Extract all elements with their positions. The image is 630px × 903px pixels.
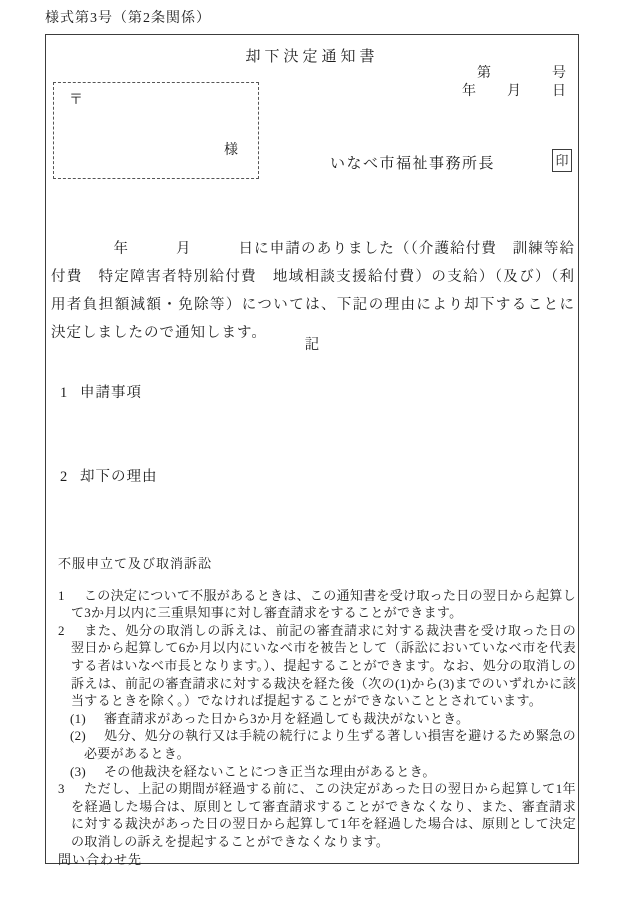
notice-sheet xyxy=(45,34,579,867)
appeal-item-text: ただし、上記の期間が経過する前に、この決定があった日の翌日から起算して1年を経過した場合は、原則として審査請求することができなくなり、また、審査請求に対する裁決があった日の翌日から起算して1年を経過した場合は、原則として決定の取消しの訴えを提起することができなくなります。 xyxy=(71,781,576,849)
contact-label: 問い合わせ先 xyxy=(58,851,143,867)
appeal-item-2 xyxy=(58,622,576,710)
appeal-item-marker: 3 xyxy=(58,781,65,797)
appeal-subitem-2 xyxy=(70,727,576,762)
appeal-item-marker: 2 xyxy=(58,622,65,638)
issuer-title: いなべ市福祉事務所長 xyxy=(330,156,496,172)
section-application-items xyxy=(60,381,142,402)
form-number-label: 様式第3号（第2条関係） xyxy=(45,11,211,26)
appeal-item-1 xyxy=(58,587,576,622)
seal-stamp: 印 xyxy=(552,149,572,172)
recipient-address-box xyxy=(53,82,259,179)
section-title: 却下の理由 xyxy=(80,469,158,485)
appeal-subitem-3 xyxy=(70,763,576,781)
page-title: 却下決定通知書 xyxy=(245,49,379,65)
appeals-section xyxy=(58,555,576,868)
appeal-subitem-marker: (3) xyxy=(70,763,87,779)
recipient-honorific: 様 xyxy=(224,143,238,158)
section-number: 1 xyxy=(60,385,68,401)
issue-date-line: 年 月 日 xyxy=(462,84,567,99)
appeal-subitem-marker: (1) xyxy=(70,710,87,726)
document-number-line: 第 号 xyxy=(477,66,567,81)
appeal-item-3 xyxy=(58,780,576,850)
appeal-subitem-1 xyxy=(70,710,576,728)
section-number: 2 xyxy=(60,469,68,485)
appeal-subitem-marker: (2) xyxy=(70,728,87,744)
appeal-subitem-text: 処分、処分の執行又は手続の続行により生ずる著しい損害を避けるため緊急の必要があるとき。 xyxy=(84,728,576,761)
postal-mark: 〒 xyxy=(69,93,83,108)
appeal-item-text: この決定について不服があるときは、この通知書を受け取った日の翌日から起算して3か月以内に三重県知事に対し審査請求をすることができます。 xyxy=(71,587,576,621)
appeals-heading: 不服申立て及び取消訴訟 xyxy=(58,556,213,571)
appeal-item-text: また、処分の取消しの訴えは、前記の審査請求に対する裁決書を受け取った日の翌日から起算して6か月以内にいなべ市を被告として（訴訟においていなべ市を代表する者はいなべ市長となります。）、提起することができます。なお、処分の取消しの訴えは、前記の審査請求に対する裁決を経た後（次の(1)から(3)までのいずれかに該当するときを除く。）でなければ提起することができないこととされています。 xyxy=(71,622,576,709)
body-paragraph: 年 月 日に申請のありました（（介護給付費 訓練等給付費 特定障害者特別給付費 地域相談支援給付費）の支給）（及び）（利用者負担額減額・免除等）については、下記の理由により却下することに決定しましたので通知します。 xyxy=(51,241,575,341)
appeal-subitem-text: その他裁決を経ないことにつき正当な理由があるとき。 xyxy=(104,763,436,779)
section-rejection-reason xyxy=(60,465,158,486)
appeal-item-marker: 1 xyxy=(58,587,65,603)
appeal-subitem-text: 審査請求があった日から3か月を経過しても裁決がないとき。 xyxy=(104,710,470,726)
record-marker: 記 xyxy=(304,337,320,353)
section-title: 申請事項 xyxy=(80,385,142,401)
